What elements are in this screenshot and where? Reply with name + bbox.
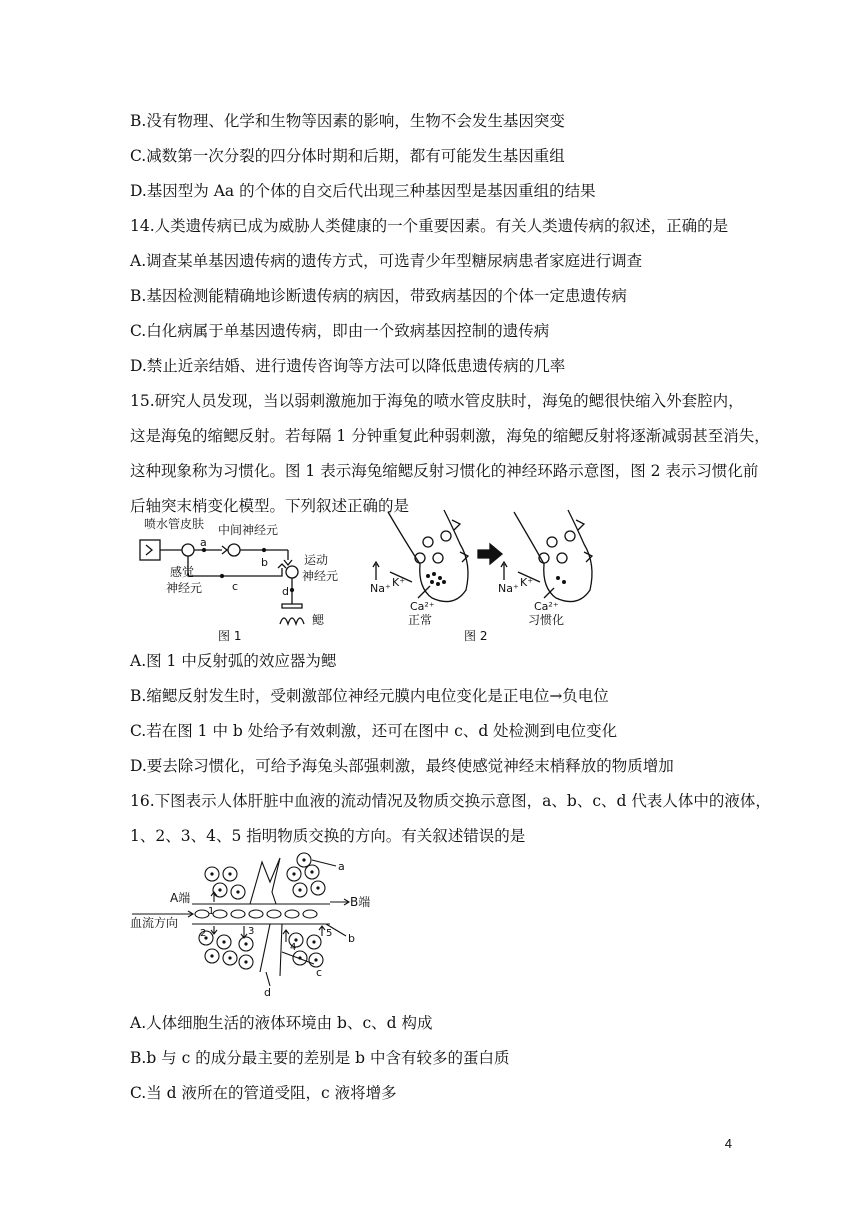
option-15d: D.要去除习惯化，可给予海兔头部强刺激，最终使感觉神经末梢释放的物质增加 bbox=[130, 757, 674, 775]
fig1-receptor-box bbox=[140, 540, 160, 560]
fig1-synapse-3 bbox=[278, 564, 286, 568]
fig1-motor-label-1: 运动 bbox=[304, 553, 329, 567]
figure-2-axon-terminal-model bbox=[368, 506, 608, 644]
option-14b: B.基因检测能精确地诊断遗传病的病因，带致病基因的个体一定患遗传病 bbox=[130, 287, 627, 305]
fig3-a-end-label: A端 bbox=[170, 891, 191, 905]
fig2-na-label-2: Na⁺ bbox=[498, 582, 519, 595]
fig1-skin-label: 喷水管皮肤 bbox=[144, 517, 205, 531]
fig3-b-end-label: B端 bbox=[350, 895, 370, 909]
fig2-na-label: Na⁺ bbox=[370, 582, 391, 595]
fig1-motor-label-2: 神经元 bbox=[302, 569, 339, 583]
fig3-label-c: c bbox=[316, 966, 323, 979]
fig1-synapse-1 bbox=[222, 546, 227, 554]
fig1-sensory-label-2: 神经元 bbox=[166, 581, 203, 595]
option-13d: D.基因型为 Aa 的个体的自交后代出现三种基因型是基因重组的结果 bbox=[130, 182, 596, 200]
fig2-k-label: K⁺ bbox=[392, 576, 406, 589]
fig3-label-2: 2 bbox=[200, 928, 207, 939]
fig3-label-5: 5 bbox=[326, 928, 333, 939]
fig1-label-a: a bbox=[200, 536, 207, 549]
fig1-receptor-arrow bbox=[146, 545, 152, 555]
option-16b: B.b 与 c 的成分最主要的差别是 b 中含有较多的蛋白质 bbox=[130, 1049, 510, 1067]
fig2-habit-label: 习惯化 bbox=[528, 613, 565, 627]
fig3-label-4: 4 bbox=[290, 942, 297, 953]
fig1-label-b: b bbox=[261, 556, 268, 569]
fig1-label-d: d bbox=[282, 585, 289, 598]
fig1-interneuron bbox=[228, 544, 240, 556]
fig1-gill-label: 鳃 bbox=[312, 613, 325, 627]
option-16a: A.人体细胞生活的液体环境由 b、c、d 构成 bbox=[130, 1014, 433, 1032]
fig3-label-d: d bbox=[264, 986, 271, 999]
fig3-flow-label: 血流方向 bbox=[130, 916, 179, 930]
option-15a: A.图 1 中反射弧的效应器为鳃 bbox=[130, 652, 337, 670]
fig3-bile-duct bbox=[250, 858, 280, 904]
question-15-stem-3: 这种现象称为习惯化。图 1 表示海兔缩鳃反射习惯化的神经环路示意图，图 2 表示习惯化前 bbox=[130, 462, 759, 480]
fig3-label-a: a bbox=[338, 860, 345, 873]
question-14-stem: 14.人类遗传病已成为威胁人类健康的一个重要因素。有关人类遗传病的叙述，正确的是 bbox=[130, 217, 729, 235]
question-16-stem-2: 1、2、3、4、5 指明物质交换的方向。有关叙述错误的是 bbox=[130, 827, 526, 845]
fig2-habituated-vesicles-dots bbox=[556, 576, 566, 584]
option-15b: B.缩鳃反射发生时，受刺激部位神经元膜内电位变化是正电位→负电位 bbox=[130, 687, 609, 705]
fig1-gill-shape bbox=[280, 618, 304, 624]
fig1-effector-bar bbox=[282, 604, 302, 608]
fig1-synapse-2 bbox=[284, 560, 292, 565]
option-14c: C.白化病属于单基因遗传病，即由一个致病基因控制的遗传病 bbox=[130, 322, 550, 340]
fig1-sensory-label-1: 感觉 bbox=[170, 565, 195, 579]
option-13b: B.没有物理、化学和生物等因素的影响，生物不会发生基因突变 bbox=[130, 112, 565, 130]
fig2-ca-label-2: Ca²⁺ bbox=[534, 600, 559, 613]
option-15c: C.若在图 1 中 b 处给予有效刺激，还可在图中 c、d 处检测到电位变化 bbox=[130, 722, 618, 740]
question-15-stem-2: 这是海兔的缩鳃反射。若每隔 1 分钟重复此种弱刺激，海兔的缩鳃反射将逐渐减弱甚至消失， bbox=[130, 427, 770, 445]
fig1-sensory-neuron bbox=[182, 544, 194, 556]
fig1-motor-neuron bbox=[286, 566, 298, 578]
fig1-caption: 图 1 bbox=[218, 629, 242, 643]
question-15-stem-1: 15.研究人员发现，当以弱刺激施加于海兔的喷水管皮肤时，海兔的鳃很快缩入外套腔内， bbox=[130, 392, 744, 410]
question-15-stem-4: 后轴突末梢变化模型。下列叙述正确的是 bbox=[130, 497, 410, 515]
fig2-caption: 图 2 bbox=[464, 629, 488, 643]
fig1-inter-label: 中间神经元 bbox=[218, 523, 279, 537]
page-number: 4 bbox=[724, 1136, 732, 1151]
fig2-normal-vesicles-dots bbox=[426, 572, 446, 586]
fig2-normal-label: 正常 bbox=[408, 613, 433, 627]
fig2-transition-arrow bbox=[478, 544, 502, 564]
fig3-label-1: 1 bbox=[208, 906, 215, 917]
fig1-label-c: c bbox=[232, 580, 239, 593]
question-16-stem-1: 16.下图表示人体肝脏中血液的流动情况及物质交换示意图，a、b、c、d 代表人体中的液体， bbox=[130, 792, 771, 810]
option-16c: C.当 d 液所在的管道受阻，c 液将增多 bbox=[130, 1084, 397, 1102]
fig3-label-3: 3 bbox=[248, 926, 255, 937]
fig2-ca-label: Ca²⁺ bbox=[410, 600, 435, 613]
fig2-k-label-2: K⁺ bbox=[520, 576, 534, 589]
option-13c: C.减数第一次分裂的四分体时期和后期，都有可能发生基因重组 bbox=[130, 147, 565, 165]
figure-liver-blood-exchange bbox=[130, 852, 370, 1000]
figure-1-neural-circuit bbox=[130, 512, 370, 644]
option-14a: A.调查某单基因遗传病的遗传方式，可选青少年型糖尿病患者家庭进行调查 bbox=[130, 252, 643, 270]
option-14d: D.禁止近亲结婚、进行遗传咨询等方法可以降低患遗传病的几率 bbox=[130, 357, 566, 375]
fig3-lymph-vessel bbox=[260, 924, 282, 976]
fig3-label-b: b bbox=[348, 932, 355, 945]
